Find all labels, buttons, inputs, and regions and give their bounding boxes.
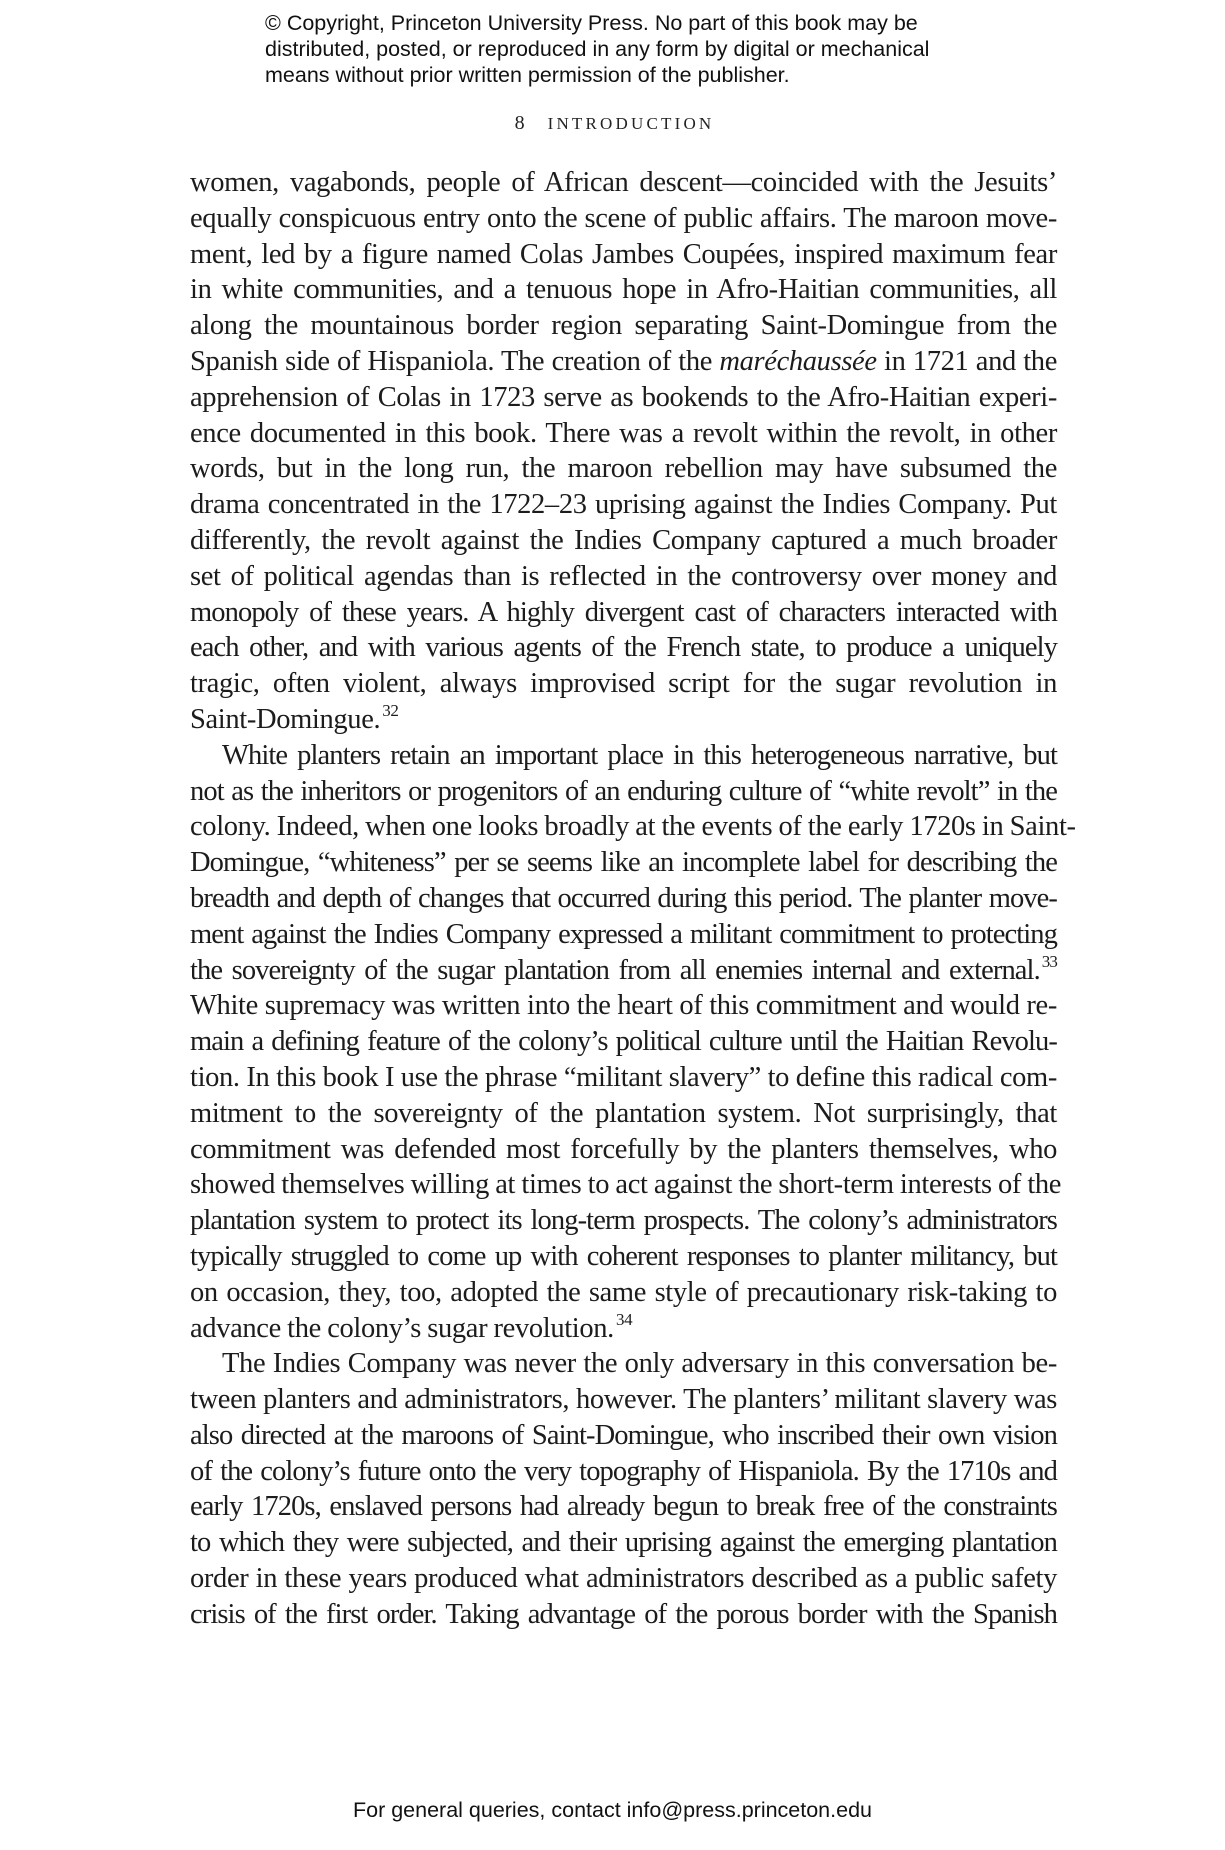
text-line: order in these years produced what administrators described as a public safety: [190, 1563, 1057, 1595]
text-line: plantation system to protect its long-term prospects. The colony’s administrators: [190, 1205, 1057, 1237]
section-title: INTRODUCTION: [547, 114, 715, 133]
text-line: colony. Indeed, when one looks broadly at the events of the early 1720s in Saint-: [190, 811, 1076, 843]
text-line: along the mountainous border region separating Saint-Domingue from the: [190, 310, 1057, 342]
text-line: drama concentrated in the 1722–23 uprising against the Indies Company. Put: [190, 489, 1057, 521]
text-line: typically struggled to come up with coherent responses to planter militancy, but: [190, 1240, 1057, 1272]
footnote-marker[interactable]: 33: [1041, 951, 1057, 971]
text-line: apprehension of Colas in 1723 serve as bookends to the Afro-Haitian experi-: [190, 381, 1057, 413]
text-line: to which they were subjected, and their uprising against the emerging plantation: [190, 1527, 1057, 1559]
text-line: The Indies Company was never the only adversary in this conversation be-: [222, 1348, 1057, 1380]
text-line: equally conspicuous entry onto the scene of public affairs. The maroon move-: [190, 202, 1057, 234]
text-line: differently, the revolt against the Indies Company captured a much broader: [190, 524, 1057, 556]
text-line: [190, 702, 1057, 738]
text-line: mitment to the sovereignty of the plantation system. Not surprisingly, that: [190, 1097, 1057, 1129]
text-line: ence documented in this book. There was a revolt within the revolt, in other: [190, 417, 1057, 449]
copyright-line: distributed, posted, or reproduced in any form by digital or mechanical: [265, 37, 930, 61]
text-line: early 1720s, enslaved persons had already begun to break free of the constraints: [190, 1491, 1057, 1523]
text-line: White planters retain an important place in this heterogeneous narrative, but: [222, 739, 1057, 771]
footnote-marker[interactable]: 32: [382, 700, 399, 720]
footnote-marker[interactable]: 34: [615, 1309, 633, 1329]
copyright-line: means without prior written permission of the publisher.: [265, 63, 790, 87]
line-text: the sovereignty of the sugar plantation from all enemies internal and external.: [190, 954, 1040, 986]
italic-term: maréchaussée: [719, 345, 877, 377]
text-line: White supremacy was written into the heart of this commitment and would re-: [190, 990, 1057, 1022]
text-line: Spanish side of Hispaniola. The creation of the maréchaussée in 1721 and the: [190, 345, 1057, 377]
footer-contact: For general queries, contact info@press.princeton.edu: [352, 1798, 872, 1822]
text-line: set of political agendas than is reflected in the controversy over money and: [190, 560, 1057, 592]
text-line: Domingue, “whiteness” per se seems like an incomplete label for describing the: [190, 847, 1057, 879]
paragraph: [190, 1346, 1057, 1632]
text-line: ment against the Indies Company expressed a militant commitment to protecting: [190, 918, 1057, 950]
text-line: in white communities, and a tenuous hope in Afro-Haitian communities, all: [190, 274, 1057, 306]
text-line: words, but in the long run, the maroon rebellion may have subsumed the: [190, 453, 1057, 485]
text-line: of the colony’s future onto the very topography of Hispaniola. By the 1710s and: [190, 1455, 1057, 1487]
text-line: women, vagabonds, people of African descent—coincided with the Jesuits’: [190, 167, 1057, 198]
text-line: tween planters and administrators, however. The planters’ militant slavery was: [190, 1384, 1057, 1416]
paragraph: [190, 165, 1057, 738]
text-line: also directed at the maroons of Saint-Domingue, who inscribed their own vision: [190, 1419, 1057, 1451]
paragraph: [190, 738, 1076, 1347]
text-line: [190, 953, 1057, 989]
text-line: commitment was defended most forcefully by the planters themselves, who: [190, 1133, 1057, 1165]
text-line: breadth and depth of changes that occurred during this period. The planter move-: [190, 882, 1057, 914]
text-line: each other, and with various agents of the French state, to produce a uniquely: [190, 632, 1057, 664]
text-line: [190, 1311, 1057, 1347]
text-line: tragic, often violent, always improvised script for the sugar revolution in: [190, 668, 1057, 700]
copyright-line: © Copyright, Princeton University Press. No part of this book may be: [265, 11, 918, 35]
page-number: 8: [514, 112, 525, 134]
text-line: on occasion, they, too, adopted the same style of precautionary risk-taking to: [190, 1276, 1057, 1308]
text-line: crisis of the first order. Taking advantage of the porous border with the Spanish: [190, 1598, 1057, 1630]
running-head: [0, 112, 1225, 135]
text-line: main a defining feature of the colony’s political culture until the Haitian Revolu-: [190, 1026, 1057, 1058]
text-line: ment, led by a figure named Colas Jambes Coupées, inspired maximum fear: [190, 238, 1057, 270]
body-text: [190, 165, 1076, 1633]
text-line: monopoly of these years. A highly divergent cast of characters interacted with: [190, 596, 1057, 628]
copyright-notice: [265, 10, 1025, 88]
text-line: showed themselves willing at times to act against the short-term interests of the: [190, 1169, 1062, 1201]
line-text: advance the colony’s sugar revolution.: [190, 1312, 614, 1344]
text-line: not as the inheritors or progenitors of an enduring culture of “white revolt” in the: [190, 775, 1057, 807]
line-text: Saint-Domingue.: [190, 703, 381, 735]
text-line: tion. In this book I use the phrase “militant slavery” to define this radical com-: [190, 1061, 1057, 1093]
